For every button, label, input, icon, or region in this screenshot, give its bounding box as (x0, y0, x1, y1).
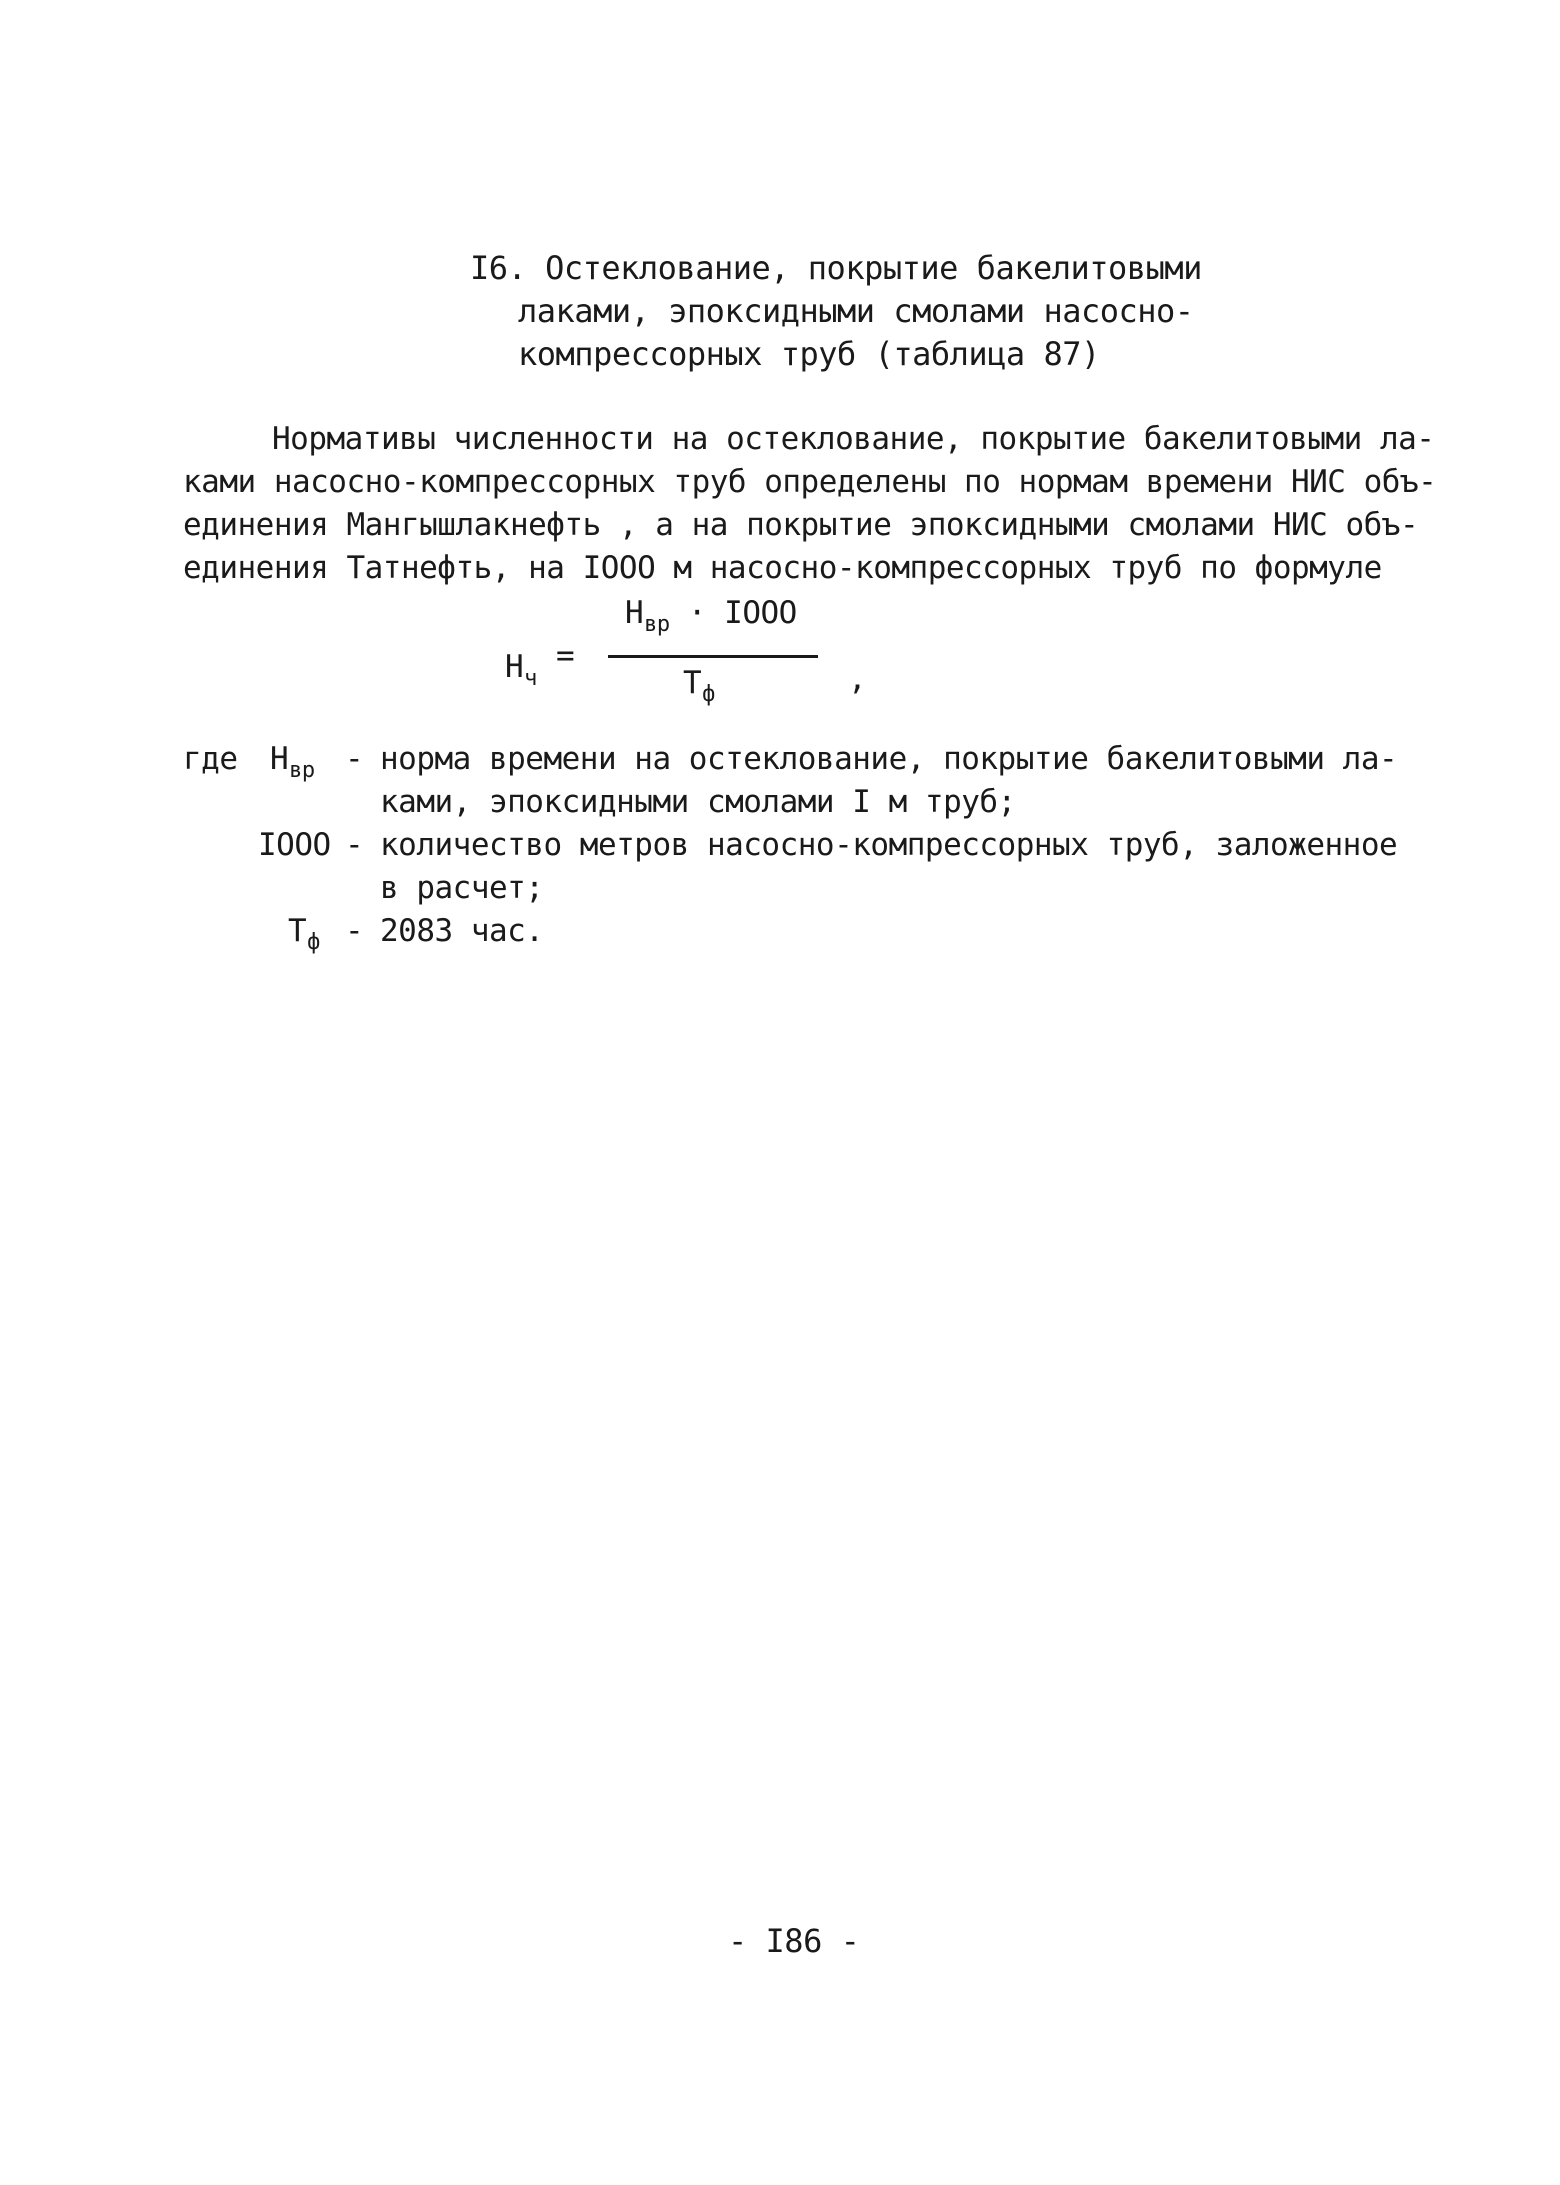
def-1-text-1: норма времени на остеклование, покрытие бакелитовыми ла- (380, 741, 1398, 777)
def-2-dash: - (345, 827, 364, 863)
heading-line-3: компрессорных труб (таблица 87) (518, 335, 1100, 373)
heading-line-2: лаками, эпоксидными смолами насосно- (518, 292, 1194, 330)
formula-trailing-comma: , (848, 661, 867, 697)
def-1-symbol-subscript: вр (289, 758, 315, 783)
formula-numerator (625, 595, 797, 637)
formula-num-subscript: вр (644, 612, 670, 637)
formula-num-rest: · IOOO (669, 595, 797, 631)
def-3-symbol-subscript: ф (307, 930, 320, 955)
def-3-symbol (288, 913, 320, 955)
def-1-symbol-main: Н (270, 741, 289, 777)
formula-denominator (683, 665, 715, 707)
page-number: - I86 - (728, 1922, 860, 1960)
formula-den-symbol: Т (683, 665, 702, 701)
fraction-bar (608, 655, 818, 658)
formula-lhs (505, 649, 537, 691)
paragraph-line-1: Нормативы численности на остеклование, покрытие бакелитовыми ла- (272, 421, 1435, 457)
def-1-dash: - (345, 741, 364, 777)
def-3-dash: - (345, 913, 364, 949)
def-3-symbol-main: Т (288, 913, 307, 949)
formula-equals: = (556, 638, 575, 674)
def-1-symbol (270, 741, 315, 783)
formula-lhs-symbol: Н (505, 649, 524, 685)
paragraph-line-2: ками насосно-компрессорных труб определены по нормам времени НИС объ- (183, 464, 1437, 500)
def-3-text-1: 2083 час. (380, 913, 544, 949)
definitions-where: где (183, 741, 238, 777)
def-2-text-1: количество метров насосно-компрессорных труб, заложенное (380, 827, 1398, 863)
heading-line-1: I6. Остеклование, покрытие бакелитовыми (470, 249, 1202, 287)
formula-num-symbol: Н (625, 595, 644, 631)
formula-den-subscript: ф (702, 682, 715, 707)
paragraph-line-3: единения Мангышлакнефть , а на покрытие эпоксидными смолами НИС объ- (183, 507, 1419, 543)
def-2-text-2: в расчет; (380, 870, 544, 906)
def-1-text-2: ками, эпоксидными смолами I м труб; (380, 784, 1016, 820)
paragraph-line-4: единения Татнефть, на IOOO м насосно-компрессорных труб по формуле (183, 550, 1382, 586)
def-2-symbol: IOOO (258, 827, 331, 863)
formula-lhs-subscript: ч (524, 666, 537, 691)
